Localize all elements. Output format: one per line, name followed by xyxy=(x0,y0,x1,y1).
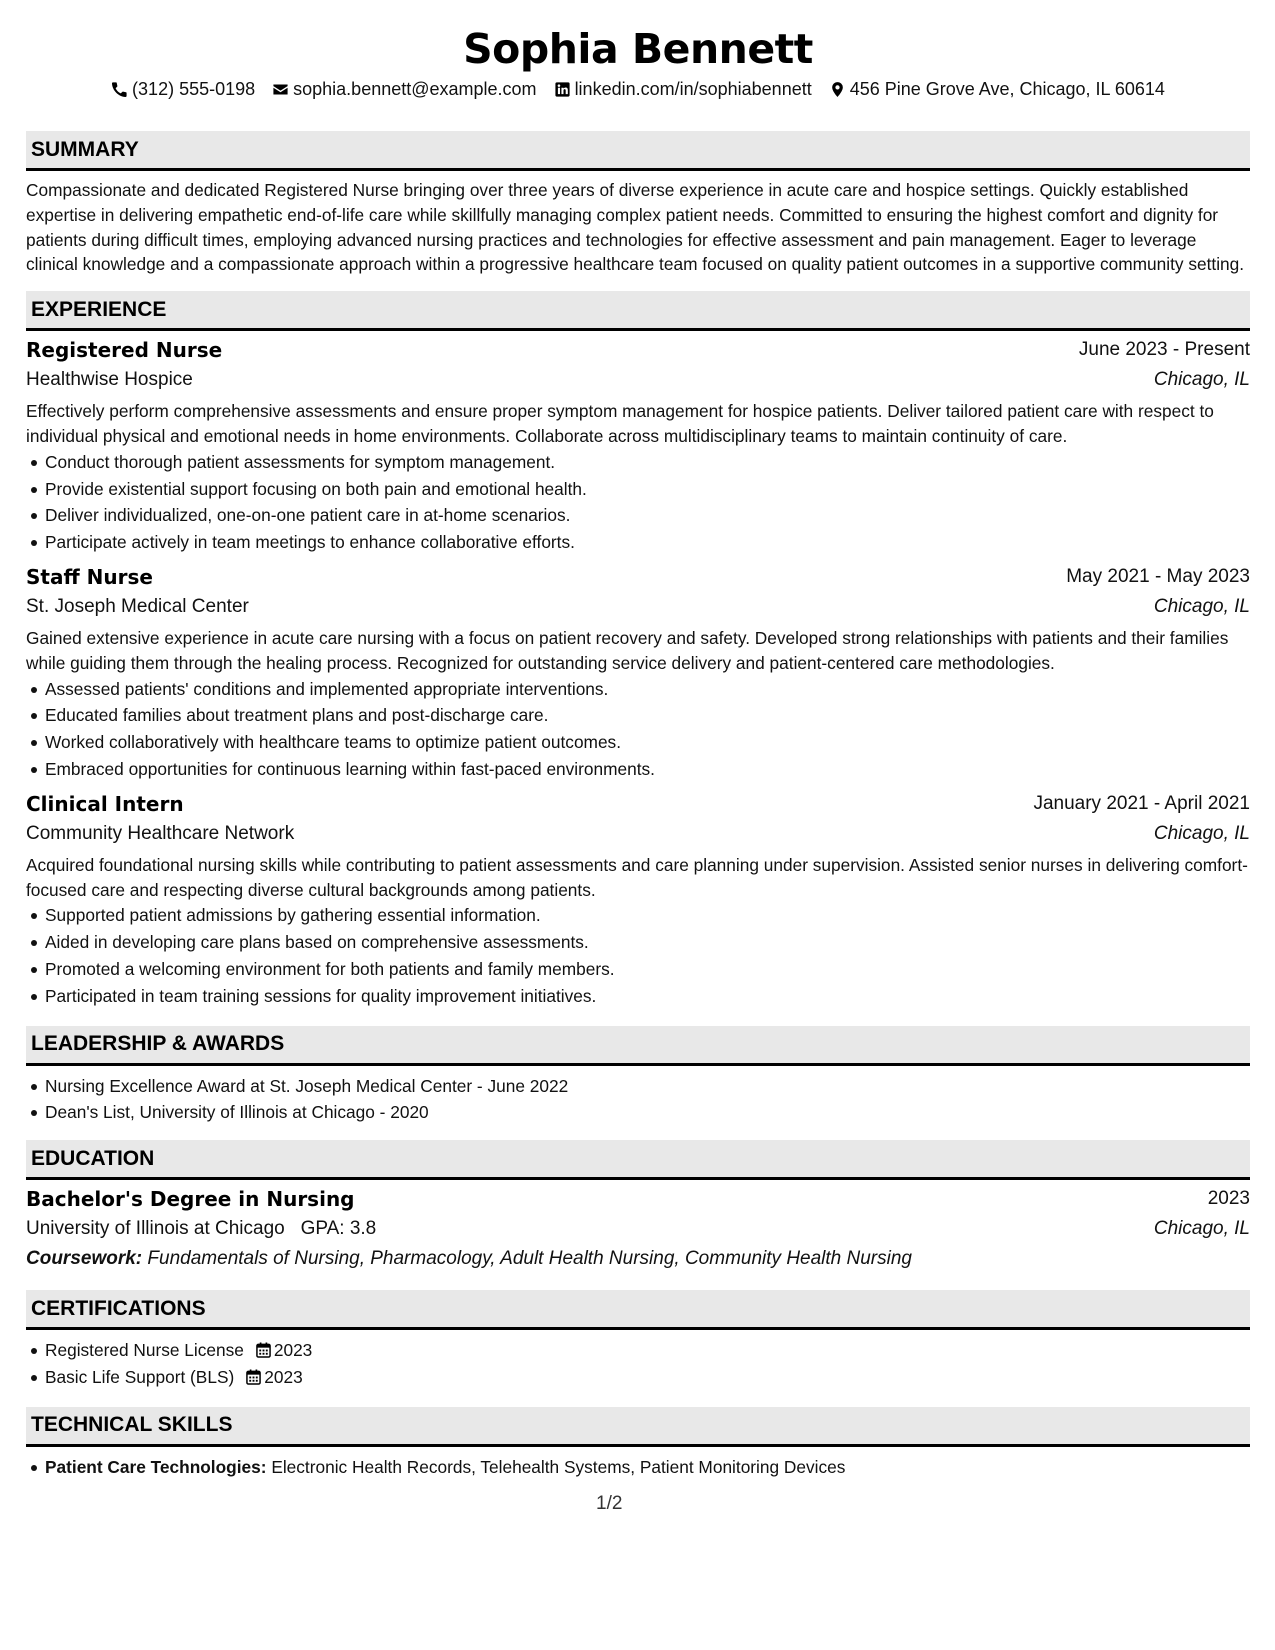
section-heading: SUMMARY xyxy=(26,131,1250,171)
job-location: Chicago, IL xyxy=(1153,369,1250,391)
contact-bar xyxy=(26,77,1250,101)
job-entry xyxy=(26,335,1250,556)
job-dates: June 2023 - Present xyxy=(1078,339,1250,361)
list-item: Embraced opportunities for continuous learning within fast-paced environments. xyxy=(26,756,1250,783)
phone-text: (312) 555-0198 xyxy=(132,79,256,99)
job-org: St. Joseph Medical Center xyxy=(26,595,249,617)
list-item: Educated families about treatment plans and post-discharge care. xyxy=(26,702,1250,729)
graduation-year: 2023 xyxy=(1207,1188,1250,1210)
awards-section xyxy=(26,1026,1250,1127)
school-location: Chicago, IL xyxy=(1153,1218,1250,1240)
degree-title: Bachelor's Degree in Nursing xyxy=(26,1187,355,1212)
coursework-label: Coursework: xyxy=(26,1248,143,1270)
school-line xyxy=(26,1218,376,1240)
list-item: Promoted a welcoming environment for both patients and family members. xyxy=(26,956,1250,983)
job-title: Clinical Intern xyxy=(26,791,184,816)
list-item: Deliver individualized, one-on-one patient care in at-home scenarios. xyxy=(26,502,1250,529)
phone-icon xyxy=(111,81,128,98)
list-item: Participate actively in team meetings to enhance collaborative efforts. xyxy=(26,529,1250,556)
skills-list xyxy=(26,1454,1250,1481)
certifications-section xyxy=(26,1290,1250,1391)
certification-name: Basic Life Support (BLS) xyxy=(45,1366,235,1387)
job-bullets xyxy=(26,902,1250,1009)
job-entry xyxy=(26,562,1250,783)
job-location: Chicago, IL xyxy=(1153,595,1250,617)
list-item: Supported patient admissions by gathering essential information. xyxy=(26,902,1250,929)
job-entry xyxy=(26,789,1250,1010)
list-item: Aided in developing care plans based on comprehensive assessments. xyxy=(26,929,1250,956)
map-pin-icon xyxy=(829,81,846,98)
list-item: Nursing Excellence Award at St. Joseph Medical Center - June 2022 xyxy=(26,1073,1250,1100)
summary-section xyxy=(26,131,1250,277)
summary-text: Compassionate and dedicated Registered Nurse bringing over three years of diverse experience in acute care and hospice settings. Quickly established expertise in delivering empathetic end-of-life care while skillfully managing complex patient needs. Committed to ensuring the highest comfort and dignity for patients during difficult times, employing advanced nursing practices and technologies for effective assessment and pain management. Eager to leverage clinical knowledge and a compassionate approach within a progressive healthcare team focused on quality patient outcomes in a supportive community setting. xyxy=(26,180,1245,275)
job-bullets xyxy=(26,449,1250,556)
list-item xyxy=(26,1364,1250,1391)
linkedin-icon xyxy=(554,81,571,98)
list-item: Provide existential support focusing on both pain and emotional health. xyxy=(26,476,1250,503)
job-dates: May 2021 - May 2023 xyxy=(1066,565,1250,587)
list-item: Conduct thorough patient assessments for symptom management. xyxy=(26,449,1250,476)
school-name: University of Illinois at Chicago xyxy=(26,1218,285,1240)
job-description: Acquired foundational nursing skills while contributing to patient assessments and care planning under supervision. Assisted senior nurses in delivering comfort-focused care and respecting diverse cultural backgrounds among patients. xyxy=(26,854,1248,900)
section-heading: CERTIFICATIONS xyxy=(26,1290,1250,1330)
job-description: Effectively perform comprehensive assessments and ensure proper symptom management for hospice patients. Deliver tailored patient care with respect to individual physical and emotional needs in home environments. Collaborate across multidisciplinary teams to maintain continuity of care. xyxy=(26,401,1214,446)
gpa: GPA: 3.8 xyxy=(300,1218,377,1240)
job-org: Community Healthcare Network xyxy=(26,822,295,844)
job-bullets xyxy=(26,676,1250,783)
section-heading: TECHNICAL SKILLS xyxy=(26,1407,1250,1447)
job-title: Registered Nurse xyxy=(26,338,223,363)
coursework-line xyxy=(26,1244,1250,1274)
list-item: Worked collaboratively with healthcare teams to optimize patient outcomes. xyxy=(26,729,1250,756)
calendar-icon xyxy=(256,1342,271,1358)
contact-linkedin[interactable] xyxy=(554,77,812,101)
certifications-list xyxy=(26,1337,1250,1391)
experience-section xyxy=(26,291,1250,1009)
linkedin-link[interactable]: linkedin.com/in/sophiabennett xyxy=(574,79,812,99)
list-item xyxy=(26,1337,1250,1364)
certification-name: Registered Nurse License xyxy=(45,1340,244,1361)
job-org: Healthwise Hospice xyxy=(26,369,193,391)
list-item: Assessed patients' conditions and implemented appropriate interventions. xyxy=(26,676,1250,703)
skill-values: Electronic Health Records, Telehealth Systems, Patient Monitoring Devices xyxy=(271,1456,846,1477)
education-section xyxy=(26,1140,1250,1274)
contact-phone xyxy=(111,77,255,101)
section-heading: EDUCATION xyxy=(26,1140,1250,1180)
skill-category: Patient Care Technologies: xyxy=(45,1456,267,1477)
certification-year: 2023 xyxy=(264,1366,303,1387)
address-text: 456 Pine Grove Ave, Chicago, IL 60614 xyxy=(849,79,1165,99)
list-item: Participated in team training sessions for quality improvement initiatives. xyxy=(26,983,1250,1010)
envelope-icon xyxy=(272,81,289,98)
contact-address xyxy=(829,77,1165,101)
coursework-text: Fundamentals of Nursing, Pharmacology, Adult Health Nursing, Community Health Nursing xyxy=(147,1248,912,1270)
job-location: Chicago, IL xyxy=(1153,822,1250,844)
resume-page xyxy=(26,0,1250,1650)
list-item: Dean's List, University of Illinois at Chicago - 2020 xyxy=(26,1099,1250,1126)
job-description: Gained extensive experience in acute care nursing with a focus on patient recovery and safety. Developed strong relationships with patients and their families while guiding them through the healing process. Recognized for outstanding service delivery and patient-centered care methodologies. xyxy=(26,627,1229,673)
job-dates: January 2021 - April 2021 xyxy=(1033,792,1250,814)
section-heading: EXPERIENCE xyxy=(26,291,1250,331)
job-title: Staff Nurse xyxy=(26,564,153,589)
awards-list xyxy=(26,1073,1250,1127)
certification-year: 2023 xyxy=(273,1340,313,1361)
calendar-icon xyxy=(246,1369,261,1385)
list-item xyxy=(26,1454,1250,1481)
email-link[interactable]: sophia.bennett@example.com xyxy=(293,79,537,99)
section-heading: LEADERSHIP & AWARDS xyxy=(26,1026,1250,1066)
candidate-name: Sophia Bennett xyxy=(463,25,813,73)
skills-section xyxy=(26,1407,1250,1481)
contact-email[interactable] xyxy=(272,77,536,101)
page-number: 1/2 xyxy=(596,1493,623,1514)
